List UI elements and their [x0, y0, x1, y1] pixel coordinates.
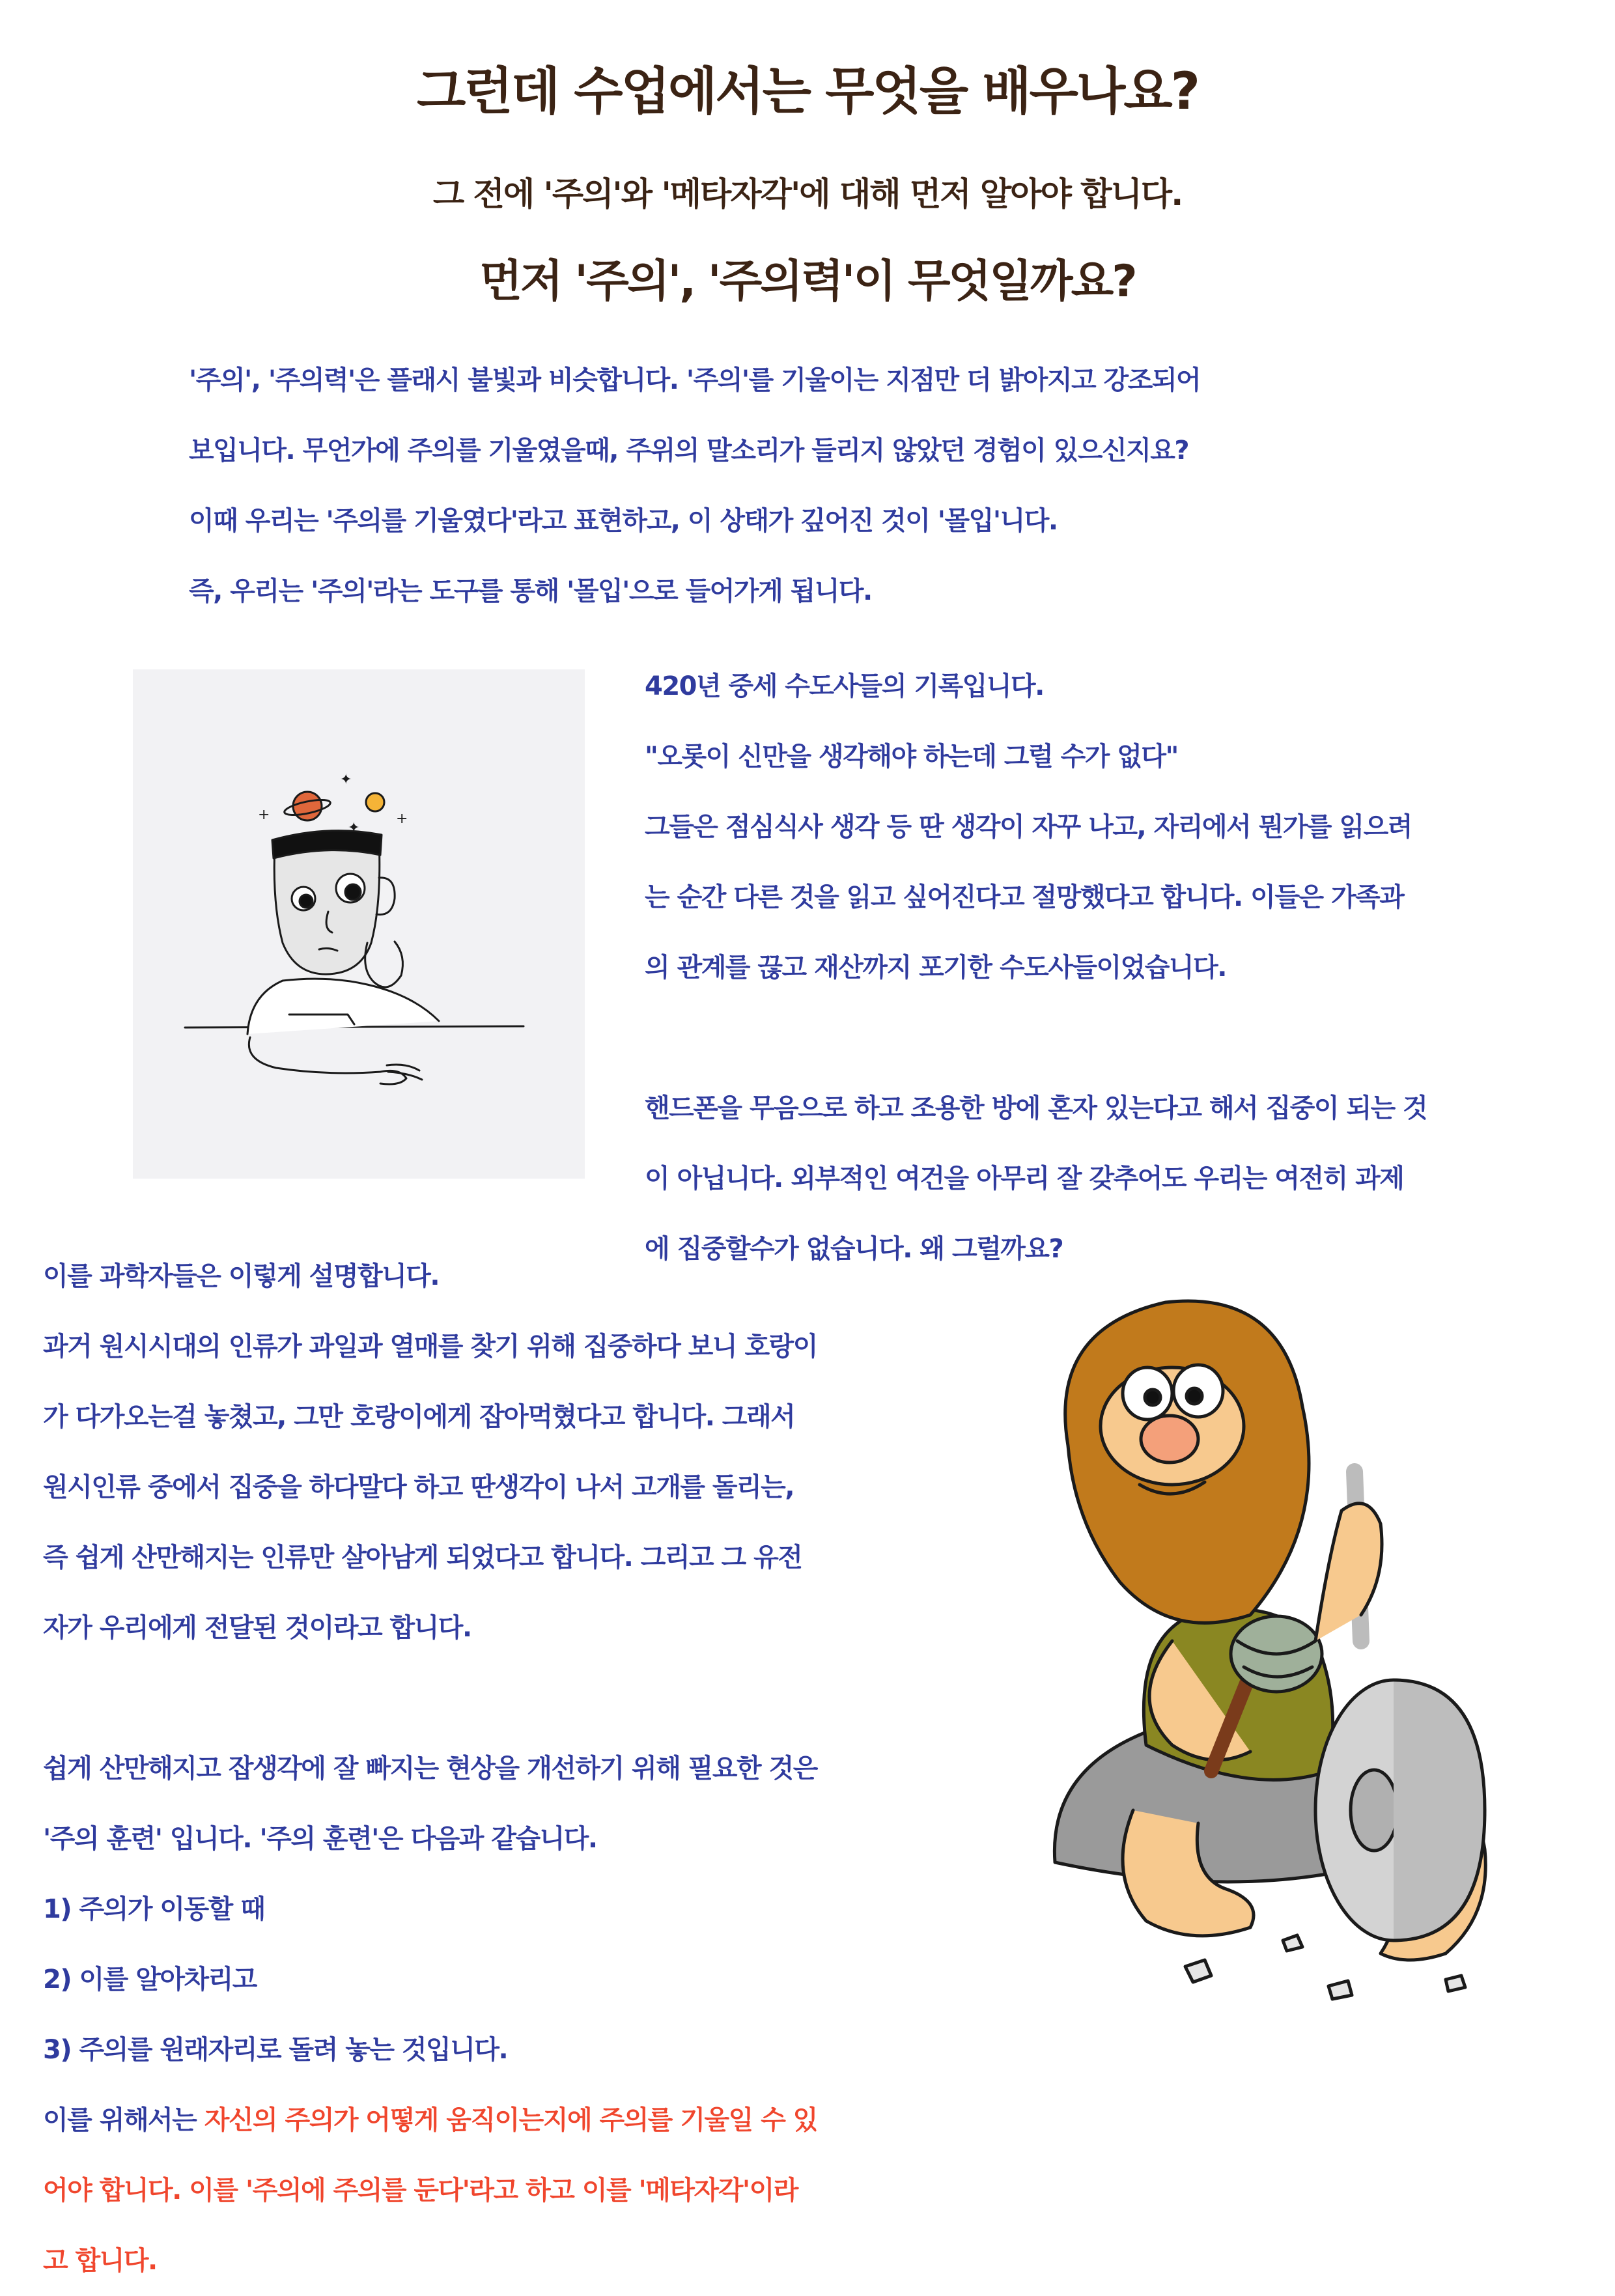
thinking-boy-illustration: [133, 669, 585, 1179]
svg-text:✦: ✦: [340, 772, 352, 788]
thinking-boy-drawing: [133, 669, 585, 1179]
science-line: 이를 과학자들은 이렇게 설명합니다.: [43, 1261, 440, 1291]
phone-line: 핸드폰을 무음으로 하고 조용한 방에 혼자 있는다고 해서 집중이 되는 것: [645, 1093, 1427, 1123]
science-line: 자가 우리에게 전달된 것이라고 합니다.: [43, 1613, 471, 1643]
section-title: 먼저 '주의', '주의력'이 무엇일까요?: [479, 256, 1136, 307]
paragraph-gap: [43, 1663, 817, 1733]
highlight-text: 어야 합니다. 이를 '주의에 주의를 둔다'라고 하고 이를 '메타자각'이라: [43, 2176, 798, 2205]
science-line: 원시인류 중에서 집중을 하다말다 하고 딴생각이 나서 고개를 돌리는,: [43, 1472, 794, 1502]
training-line: '주의 훈련' 입니다. '주의 훈련'은 다음과 같습니다.: [43, 1824, 597, 1854]
monk-line: 420년 중세 수도사들의 기록입니다.: [645, 671, 1044, 701]
paragraph-gap: [645, 1003, 1427, 1073]
page-title: 그런데 수업에서는 무엇을 배우나요?: [417, 63, 1198, 121]
caveman-drawing: [977, 1276, 1563, 2025]
monk-paragraph: [645, 651, 1427, 1284]
intro-line: 즉, 우리는 '주의'라는 도구를 통해 '몰입'으로 들어가게 됩니다.: [189, 576, 872, 606]
svg-text:✦: ✦: [348, 820, 360, 836]
caveman-illustration: [977, 1276, 1563, 2025]
intro-paragraph: [189, 345, 1200, 626]
phone-line: 에 집중할수가 없습니다. 왜 그럴까요?: [645, 1234, 1063, 1264]
highlight-text: 고 합니다.: [43, 2246, 157, 2276]
science-line: 즉 쉽게 산만해지는 인류만 살아남게 되었다고 합니다. 그리고 그 유전: [43, 1543, 802, 1573]
training-line: 쉽게 산만해지고 잡생각에 잘 빠지는 현상을 개선하기 위해 필요한 것은: [43, 1754, 817, 1784]
training-step: 2) 이를 알아차리고: [43, 1965, 257, 1995]
svg-text:+: +: [258, 807, 270, 823]
monk-line: "오롯이 신만을 생각해야 하는데 그럴 수가 없다": [645, 742, 1178, 772]
intro-line: 보입니다. 무언가에 주의를 기울였을때, 주위의 말소리가 들리지 않았던 경험이 있으신지요?: [189, 436, 1189, 466]
meta-prefix: 이를 위해서는: [43, 2105, 204, 2135]
training-step: 1) 주의가 이동할 때: [43, 1894, 265, 1924]
training-step: 3) 주의를 원래자리로 돌려 놓는 것입니다.: [43, 2035, 508, 2065]
intro-line: 이때 우리는 '주의를 기울였다'라고 표현하고, 이 상태가 깊어진 것이 '몰입'니다.: [189, 506, 1058, 536]
svg-text:+: +: [396, 811, 408, 827]
highlight-text: 자신의 주의가 어떻게 움직이는지에 주의를 기울일 수 있: [204, 2105, 817, 2135]
science-paragraph: [43, 1241, 817, 2296]
monk-line: 그들은 점심식사 생각 등 딴 생각이 자꾸 나고, 자리에서 뭔가를 읽으려: [645, 812, 1412, 842]
intro-line: '주의', '주의력'은 플래시 불빛과 비슷합니다. '주의'를 기울이는 지점만 더 밝아지고 강조되어: [189, 365, 1201, 395]
monk-line: 는 순간 다른 것을 읽고 싶어진다고 절망했다고 합니다. 이들은 가족과: [645, 882, 1404, 912]
monk-line: 의 관계를 끊고 재산까지 포기한 수도사들이었습니다.: [645, 953, 1226, 983]
science-line: 가 다가오는걸 놓쳤고, 그만 호랑이에게 잡아먹혔다고 합니다. 그래서: [43, 1402, 795, 1432]
page-subtitle: 그 전에 '주의'와 '메타자각'에 대해 먼저 알아야 합니다.: [432, 175, 1183, 213]
science-line: 과거 원시시대의 인류가 과일과 열매를 찾기 위해 집중하다 보니 호랑이: [43, 1332, 817, 1362]
meta-awareness-line: [43, 2085, 817, 2155]
phone-line: 이 아닙니다. 외부적인 여건을 아무리 잘 갖추어도 우리는 여전히 과제: [645, 1164, 1404, 1194]
